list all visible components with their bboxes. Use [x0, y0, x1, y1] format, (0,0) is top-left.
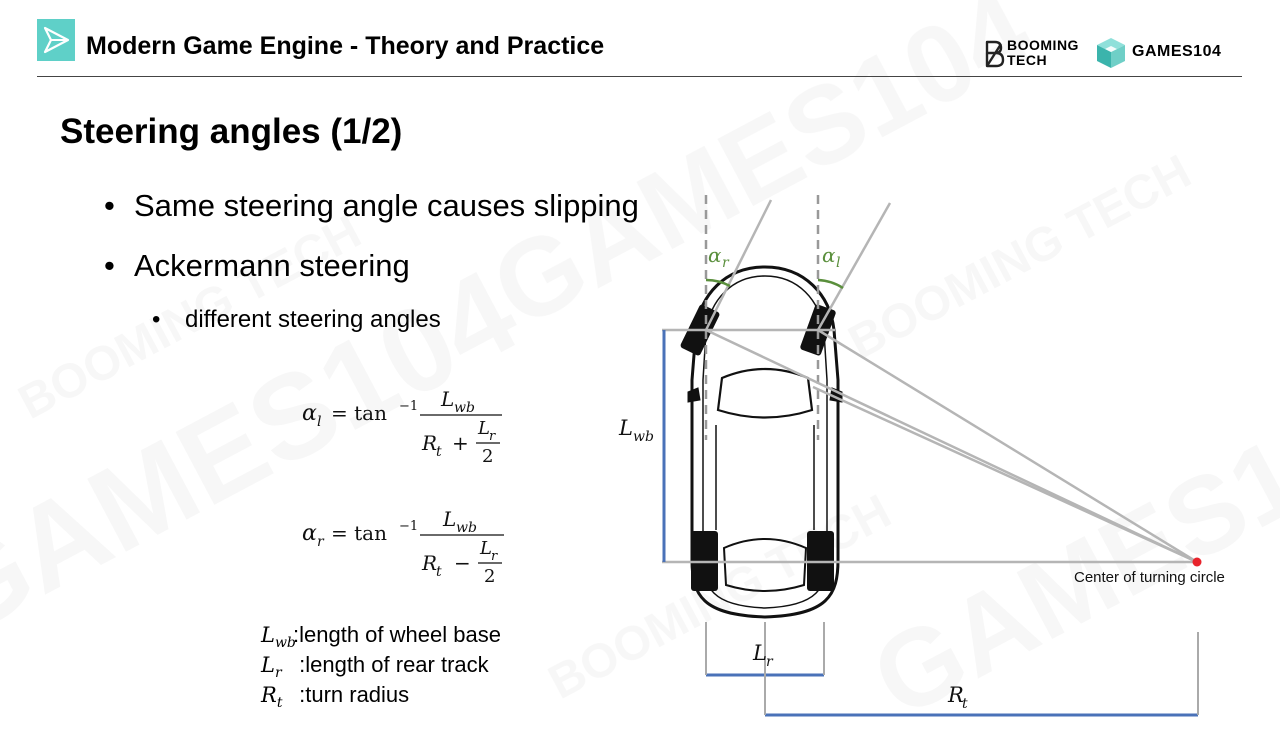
formula-den-a-sub: t — [436, 444, 442, 460]
formula-den-a-sub: t — [436, 564, 442, 580]
formula-den-b: L — [480, 538, 492, 559]
bullet-text: different steering angles — [185, 306, 441, 333]
lwb-label: L — [619, 416, 633, 440]
formula-sup: −1 — [399, 519, 419, 534]
formula-lhs: α — [302, 521, 317, 546]
rt-label-sub: t — [962, 696, 968, 712]
legend-symbol-sub: t — [276, 695, 283, 712]
formula-den-a: R — [422, 431, 438, 455]
car-rear-window — [724, 539, 806, 591]
formula-den-b-sub: r — [491, 549, 498, 564]
legend-symbol-sub: r — [274, 665, 282, 682]
formula-func: = tan — [331, 401, 387, 425]
rt-label: R — [948, 683, 964, 707]
construction-lines — [662, 200, 1197, 562]
turning-center-point — [1193, 558, 1202, 567]
bullet-marker: • — [152, 306, 161, 333]
bullet-text: Ackermann steering — [134, 248, 410, 283]
turning-center-label: Center of turning circle — [1074, 569, 1225, 586]
lr-label-sub: r — [766, 654, 773, 670]
games104-wordmark: GAMES104 — [1132, 43, 1222, 60]
bullet-text: Same steering angle causes slipping — [134, 188, 639, 223]
formula-den-op: − — [454, 551, 471, 575]
lr-label: L — [753, 641, 767, 665]
alpha-l-label-sub: l — [836, 255, 841, 271]
formula-sup: −1 — [399, 399, 419, 414]
car-mirror — [688, 388, 700, 402]
formula-func: = tan — [331, 521, 387, 545]
formula-lhs-sub: r — [317, 534, 324, 550]
formula-den-b-sub: r — [489, 429, 496, 444]
bullet-marker: • — [104, 188, 115, 223]
formula-den-a: R — [422, 551, 438, 575]
booming-tech-line1: BOOMING — [1007, 37, 1079, 53]
alpha-l-label: α — [822, 243, 836, 267]
alpha-r-label-sub: r — [722, 255, 729, 271]
radius-line-mid — [813, 387, 1197, 562]
formula-den-b: L — [478, 418, 490, 439]
legend-symbol: L — [261, 653, 275, 677]
legend-text: :length of wheel base — [293, 622, 501, 647]
legend-symbol: R — [261, 683, 277, 707]
alpha-l-arc — [818, 280, 843, 288]
lwb-label-sub: wb — [633, 429, 654, 445]
formula-num-sub: wb — [456, 520, 477, 536]
formula-den-b-den: 2 — [482, 446, 494, 467]
car-windshield — [718, 369, 812, 418]
formula-lhs-sub: l — [317, 414, 322, 430]
legend-symbol: L — [261, 623, 275, 647]
legend-symbol-sub: wb — [274, 635, 296, 652]
radius-line-left — [818, 330, 1197, 562]
formula-den-op: + — [452, 431, 469, 455]
header-title: Modern Game Engine - Theory and Practice — [86, 32, 605, 60]
formula-lhs: α — [302, 401, 317, 426]
formula-den-b-den: 2 — [484, 566, 496, 587]
booming-tech-line2: TECH — [1007, 52, 1048, 68]
slide-title: Steering angles (1/2) — [60, 112, 403, 151]
formula-num: L — [443, 507, 457, 531]
legend-text: :length of rear track — [293, 652, 489, 677]
formula-num-sub: wb — [454, 400, 475, 416]
legend-text: :turn radius — [293, 682, 410, 707]
formula-num: L — [441, 387, 455, 411]
bullet-marker: • — [104, 248, 115, 283]
alpha-r-label: α — [708, 243, 722, 267]
